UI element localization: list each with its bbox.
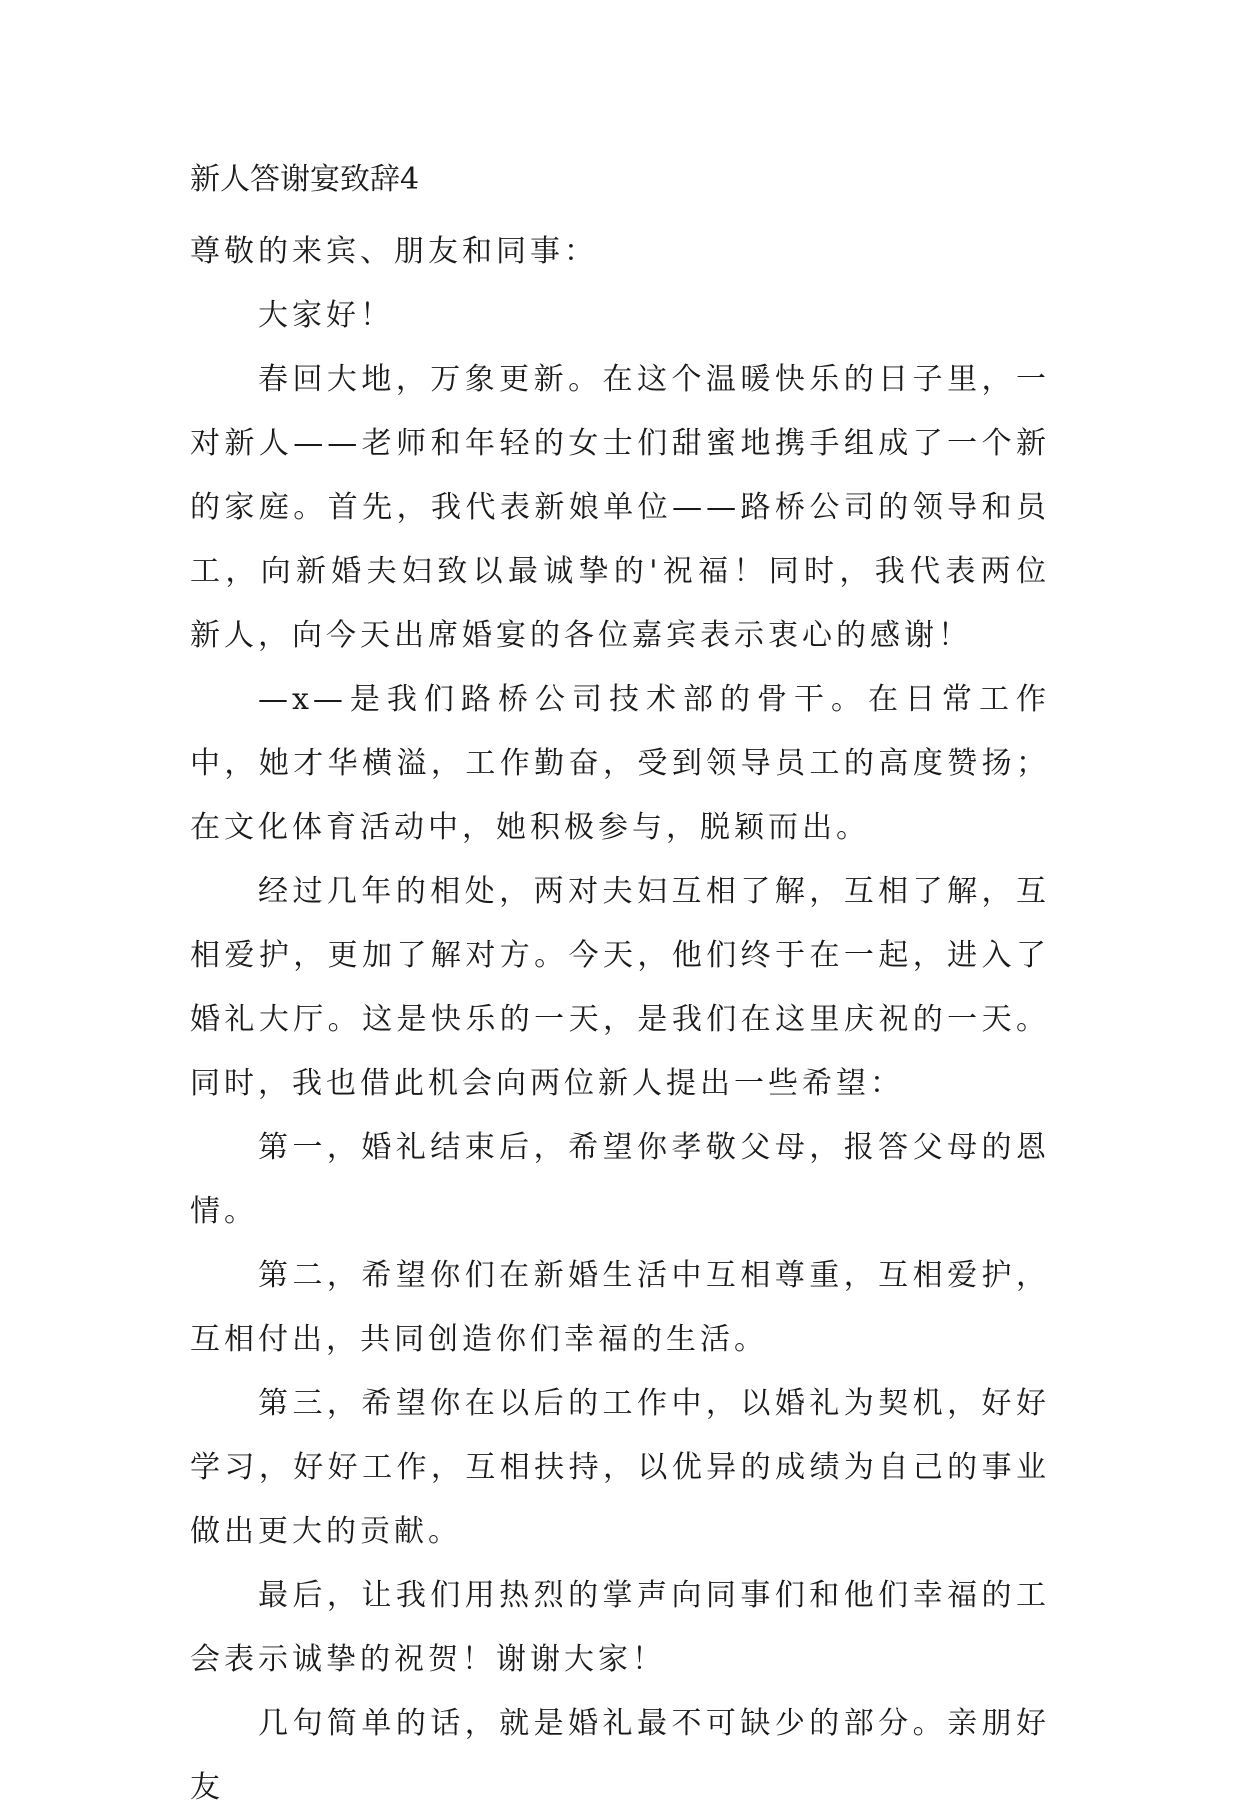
paragraph-bride-intro: —x—是我们路桥公司技术部的骨干。在日常工作中，她才华横溢，工作勤奋，受到领导员工的高度赞扬；在文化体育活动中，她积极参与，脱颖而出。 <box>190 682 1050 845</box>
salutation: 尊敬的来宾、朋友和同事： <box>190 234 598 269</box>
document-title: 新人答谢宴致辞4 <box>190 162 420 197</box>
paragraph-hope-third: 第三，希望你在以后的工作中，以婚礼为契机，好好学习，好好工作，互相扶持，以优异的成绩为自己的事业做出更大的贡献。 <box>190 1386 1050 1549</box>
paragraph-couple-story: 经过几年的相处，两对夫妇互相了解，互相了解，互相爱护，更加了解对方。今天，他们终于在一起，进入了婚礼大厅。这是快乐的一天，是我们在这里庆祝的一天。同时，我也借此机会向两位新人提出一些希望： <box>190 874 1050 1101</box>
paragraph-hope-first: 第一，婚礼结束后，希望你孝敬父母，报答父母的恩情。 <box>190 1130 1050 1229</box>
paragraph-hope-second: 第二，希望你们在新婚生活中互相尊重，互相爱护，互相付出，共同创造你们幸福的生活。 <box>190 1258 1050 1357</box>
paragraph-greeting: 大家好！ <box>258 298 394 333</box>
document-body <box>190 220 1050 1820</box>
paragraph-closing: 最后，让我们用热烈的掌声向同事们和他们幸福的工会表示诚挚的祝贺！谢谢大家！ <box>190 1578 1050 1677</box>
paragraph-continuation: 几句简单的话，就是婚礼最不可缺少的部分。亲朋好友 <box>190 1706 1050 1805</box>
paragraph-spring-wishes: 春回大地，万象更新。在这个温暖快乐的日子里，一对新人——老师和年轻的女士们甜蜜地携手组成了一个新的家庭。首先，我代表新娘单位——路桥公司的领导和员工，向新婚夫妇致以最诚挚的'祝福！同时，我代表两位新人，向今天出席婚宴的各位嘉宾表示衷心的感谢！ <box>190 362 1050 653</box>
